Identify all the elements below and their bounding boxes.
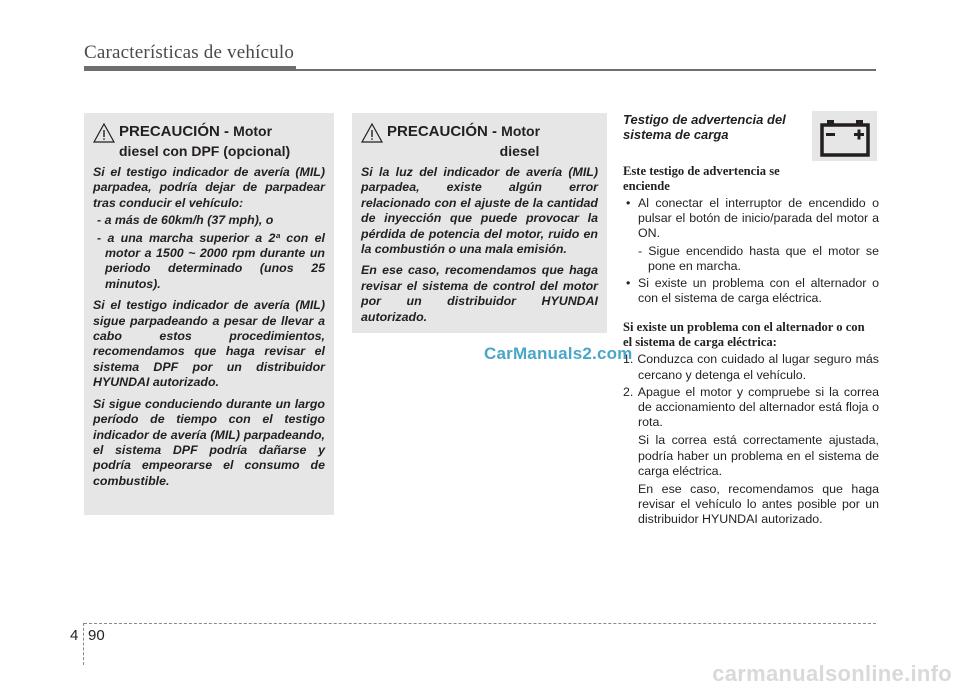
caution-subtitle: diesel [499,143,540,159]
dash-item: - Sigue encendido hasta que el motor se pone en marcha. [638,243,879,273]
caution-paragraph: En ese caso, recomendamos que haga revisar el sistema de control del motor por un distribuidor HYUNDAI autorizado. [361,263,598,324]
site-footer-watermark[interactable]: carmanualsonline.info [712,661,952,686]
bullet-item: • Al conectar el interruptor de encendido o pulsar el botón de inicio/parada del motor a ON. [623,196,879,242]
caution-paragraph: Si el testigo indicador de avería (MIL) parpadea, podría dejar de parpadear tras conducir el vehículo: [93,165,325,210]
charging-warning-section [623,112,879,528]
warning-triangle-icon [361,123,383,143]
numbered-step: 2. Apague el motor y compruebe si la correa de accionamiento del alternador está floja o rota. [623,384,879,430]
caution-list-item: - a una marcha superior a 2ª con el motor a 1500 ~ 2000 rpm durante un periodo determinado (unos 25 minutos). [97,230,325,291]
header-rule-thin [296,69,876,71]
caution-box-diesel [352,113,607,333]
caution-box-dpf [84,113,334,515]
numbered-step: 1. Conduzca con cuidado al lugar seguro más cercano y detenga el vehículo. [623,352,879,382]
step-continuation: Si la correa está correctamente ajustada, podría haber un problema en el sistema de carga eléctrica. [638,433,879,478]
page-number: 90 [88,627,105,644]
caution-paragraph: Si el testigo indicador de avería (MIL) sigue parpadeando a pesar de llevar a cabo estos procedimientos, recomendamos que haga revisar el sistema DPF por un distribuidor HYUNDAI autorizado. [93,298,325,390]
warning-triangle-icon [93,123,115,143]
caution-heading [361,123,598,143]
header-rule [84,66,296,71]
step-continuation: En ese caso, recomendamos que haga revisar el vehículo lo antes posible por un distribuidor HYUNDAI autorizado. [638,482,879,527]
section-title: Características de vehículo [84,42,295,63]
caution-subtitle: diesel con DPF (opcional) [119,143,291,159]
caution-heading [93,123,325,143]
bullet-item: • Si existe un problema con el alternador o con el sistema de carga eléctrica. [623,276,879,306]
caution-paragraph: Si la luz del indicador de avería (MIL) parpadea, existe algún error relacionado con el ajuste de la cantidad de inyección que puede provocar la pérdida de potencia del motor, ruido en la combustión o una mala emisión. [361,165,598,257]
page-chapter: 4 [70,627,79,644]
footer-vertical-rule [83,623,84,665]
footer-rule [84,623,876,624]
caution-title: PRECAUCIÓN - Motor [387,123,541,140]
watermark-link[interactable]: CarManuals2.com [484,344,633,363]
caution-title: PRECAUCIÓN - Motor [119,123,273,140]
subheading: Si existe un problema con el alternador o con el sistema de carga eléctrica: [623,320,865,350]
subheading: Este testigo de advertencia se enciende [623,164,780,193]
caution-list-item: - a más de 60km/h (37 mph), o [97,213,274,228]
caution-paragraph: Si sigue conduciendo durante un largo período de tiempo con el testigo indicador de avería (MIL) parpadeando, el sistema DPF podría dañarse y podría empeorarse el consumo de combustible. [93,396,325,488]
section-heading: Testigo de advertencia del sistema de carga [623,112,786,142]
